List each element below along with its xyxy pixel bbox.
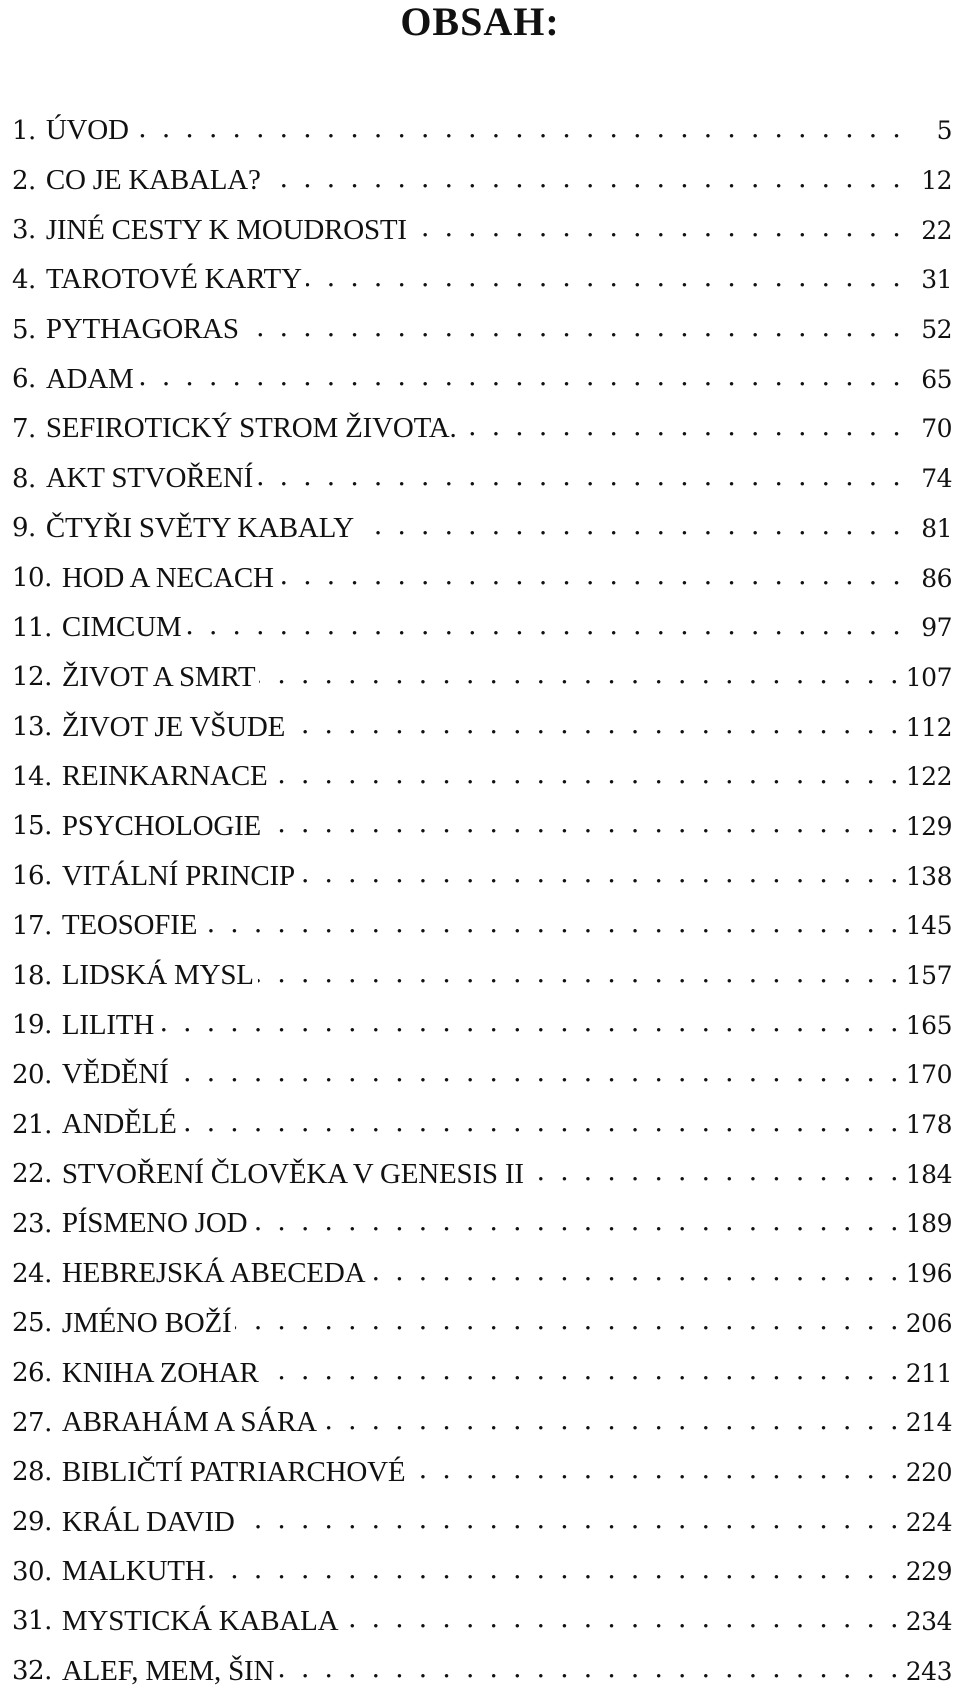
toc-dot-leader <box>158 1010 902 1040</box>
toc-entry-title: LILITH <box>62 1009 158 1042</box>
toc-entry-page: 224 <box>902 1508 952 1537</box>
toc-entry-title: HOD A NECACH <box>62 562 278 595</box>
toc-entry[interactable] <box>12 653 952 703</box>
toc-entry-title: ANDĚLÉ <box>62 1108 181 1141</box>
toc-entry-title: MALKUTH <box>62 1555 210 1588</box>
toc-entry[interactable] <box>12 1597 952 1647</box>
toc-entry-title: LIDSKÁ MYSL <box>62 959 258 992</box>
toc-entry-number: 31. <box>12 1606 52 1637</box>
toc-dot-leader <box>235 1308 901 1338</box>
toc-entry[interactable] <box>12 504 952 554</box>
toc-entry-page: 243 <box>902 1657 952 1686</box>
toc-entry-page: 74 <box>904 464 952 493</box>
toc-entry-number: 17. <box>12 910 52 941</box>
toc-entry[interactable] <box>12 106 952 156</box>
toc-entry[interactable] <box>12 603 952 653</box>
toc-entry-number: 16. <box>12 861 52 892</box>
toc-entry-number: 20. <box>12 1059 52 1090</box>
toc-entry[interactable] <box>12 1249 952 1299</box>
toc-entry[interactable] <box>12 1199 952 1249</box>
toc-entry-title: SEFIROTICKÝ STROM ŽIVOTA. <box>46 412 461 445</box>
toc-dot-leader <box>186 613 904 643</box>
toc-entry-title: STVOŘENÍ ČLOVĚKA V GENESIS II <box>62 1158 528 1191</box>
toc-entry-page: 70 <box>904 414 952 443</box>
toc-entry-page: 65 <box>904 365 952 394</box>
toc-entry[interactable] <box>12 255 952 305</box>
toc-dot-leader <box>461 414 904 444</box>
toc-entry-title: REINKARNACE <box>62 760 272 793</box>
toc-entry-page: 52 <box>904 315 952 344</box>
toc-entry-title: KNIHA ZOHAR <box>62 1357 263 1390</box>
toc-entry-number: 6. <box>12 364 36 395</box>
toc-dot-leader <box>257 464 904 494</box>
toc-entry-number: 24. <box>12 1258 52 1289</box>
toc-entry-title: ADAM <box>46 363 138 396</box>
toc-dot-leader <box>289 712 902 742</box>
toc-entry[interactable] <box>12 1497 952 1547</box>
toc-entry-number: 13. <box>12 712 52 743</box>
toc-entry-title: KRÁL DAVID <box>62 1506 239 1539</box>
toc-entry-number: 2. <box>12 165 36 196</box>
toc-entry[interactable] <box>12 1000 952 1050</box>
toc-entry[interactable] <box>12 1646 952 1696</box>
toc-entry[interactable] <box>12 404 952 454</box>
toc-entry-page: 107 <box>902 663 952 692</box>
toc-entry[interactable] <box>12 702 952 752</box>
toc-entry[interactable] <box>12 1448 952 1498</box>
toc-entry-title: PÍSMENO JOD <box>62 1207 252 1240</box>
toc-entry[interactable] <box>12 1299 952 1349</box>
toc-entry-number: 30. <box>12 1556 52 1587</box>
toc-entry-page: 178 <box>902 1110 952 1139</box>
toc-dot-leader <box>239 1507 902 1537</box>
toc-entry[interactable] <box>12 752 952 802</box>
toc-entry-page: 214 <box>902 1408 952 1437</box>
toc-entry-page: 184 <box>902 1160 952 1189</box>
toc-entry-page: 81 <box>904 514 952 543</box>
toc-dot-leader <box>272 762 902 792</box>
toc-entry-title: PYTHAGORAS <box>46 313 243 346</box>
toc-dot-leader <box>278 1656 902 1686</box>
toc-entry-number: 21. <box>12 1109 52 1140</box>
toc-entry-title: TAROTOVÉ KARTY <box>46 263 306 296</box>
toc-entry-title: JINÉ CESTY K MOUDROSTI <box>46 214 411 247</box>
toc-dot-leader <box>201 911 902 941</box>
toc-entry-page: 112 <box>902 713 952 742</box>
toc-entry[interactable] <box>12 1100 952 1150</box>
toc-entry-page: 170 <box>902 1060 952 1089</box>
toc-dot-leader <box>243 315 904 345</box>
toc-entry-number: 1. <box>12 115 36 146</box>
toc-dot-leader <box>528 1159 902 1189</box>
toc-dot-leader <box>342 1606 901 1636</box>
toc-entry-page: 122 <box>902 762 952 791</box>
toc-dot-leader <box>259 662 901 692</box>
toc-dot-leader <box>265 166 904 196</box>
toc-dot-leader <box>299 861 902 891</box>
toc-entry-page: 129 <box>902 812 952 841</box>
toc-dot-leader <box>263 1358 902 1388</box>
toc-entry-number: 15. <box>12 811 52 842</box>
toc-entry-number: 18. <box>12 960 52 991</box>
toc-dot-leader <box>411 215 904 245</box>
toc-entry-page: 234 <box>902 1607 952 1636</box>
toc-entry[interactable] <box>12 553 952 603</box>
toc-entry-title: JMÉNO BOŽÍ <box>62 1307 236 1340</box>
toc-entry-title: HEBREJSKÁ ABECEDA <box>62 1257 370 1290</box>
toc-dot-leader <box>138 364 904 394</box>
toc-dot-leader <box>409 1457 901 1487</box>
toc-entry-title: ČTYŘI SVĚTY KABALY <box>46 512 358 545</box>
toc-entry[interactable] <box>12 1398 952 1448</box>
page-title: OBSAH: <box>400 0 560 44</box>
toc-entry[interactable] <box>12 1348 952 1398</box>
toc-entry-page: 86 <box>904 564 952 593</box>
toc-entry-number: 4. <box>12 264 36 295</box>
toc-entry-number: 11. <box>12 612 52 643</box>
toc-entry-title: BIBLIČTÍ PATRIARCHOVÉ <box>62 1456 410 1489</box>
toc-entry-page: 97 <box>904 613 952 642</box>
toc-entry[interactable] <box>12 802 952 852</box>
toc-entry[interactable] <box>12 205 952 255</box>
table-of-contents <box>12 106 952 1696</box>
toc-entry-title: ŽIVOT A SMRT <box>62 661 260 694</box>
toc-entry-number: 7. <box>12 413 36 444</box>
toc-entry-page: 220 <box>902 1458 952 1487</box>
toc-entry-page: 12 <box>904 166 952 195</box>
toc-entry-number: 28. <box>12 1457 52 1488</box>
toc-entry-page: 138 <box>902 862 952 891</box>
toc-entry-title: ABRAHÁM A SÁRA <box>62 1406 321 1439</box>
toc-entry[interactable] <box>12 901 952 951</box>
toc-entry-title: ALEF, MEM, ŠIN <box>62 1655 278 1688</box>
toc-entry-title: ŽIVOT JE VŠUDE <box>62 711 289 744</box>
toc-entry[interactable] <box>12 1050 952 1100</box>
toc-entry-number: 5. <box>12 314 36 345</box>
toc-entry-page: 22 <box>904 216 952 245</box>
toc-entry-page: 189 <box>902 1209 952 1238</box>
toc-entry-title: VĚDĚNÍ <box>62 1058 173 1091</box>
toc-entry-number: 26. <box>12 1358 52 1389</box>
toc-entry[interactable] <box>12 951 952 1001</box>
toc-dot-leader <box>278 563 904 593</box>
toc-entry-number: 14. <box>12 761 52 792</box>
toc-entry[interactable] <box>12 156 952 206</box>
toc-entry[interactable] <box>12 454 952 504</box>
toc-dot-leader <box>306 265 904 295</box>
toc-entry-number: 19. <box>12 1010 52 1041</box>
toc-entry-title: AKT STVOŘENÍ <box>46 462 257 495</box>
toc-entry-number: 29. <box>12 1507 52 1538</box>
toc-dot-leader <box>181 1110 902 1140</box>
toc-dot-leader <box>358 513 904 543</box>
toc-dot-leader <box>265 811 902 841</box>
toc-entry-number: 23. <box>12 1208 52 1239</box>
toc-dot-leader <box>209 1557 901 1587</box>
toc-entry-page: 206 <box>902 1309 952 1338</box>
toc-entry-number: 32. <box>12 1656 52 1687</box>
toc-entry-title: PSYCHOLOGIE <box>62 810 265 843</box>
toc-entry-page: 31 <box>904 265 952 294</box>
toc-entry-title: ÚVOD <box>46 114 133 147</box>
toc-entry-page: 157 <box>902 961 952 990</box>
toc-entry-number: 25. <box>12 1308 52 1339</box>
toc-dot-leader <box>258 961 902 991</box>
toc-entry-number: 9. <box>12 513 36 544</box>
toc-entry-number: 12. <box>12 662 52 693</box>
toc-entry-page: 229 <box>902 1557 952 1586</box>
toc-entry-title: CO JE KABALA? <box>46 164 265 197</box>
toc-entry[interactable] <box>12 1149 952 1199</box>
toc-entry-number: 3. <box>12 215 36 246</box>
toc-dot-leader <box>369 1259 901 1289</box>
toc-entry-page: 211 <box>902 1359 952 1388</box>
toc-entry-title: TEOSOFIE <box>62 909 201 942</box>
toc-entry[interactable] <box>12 354 952 404</box>
toc-dot-leader <box>321 1408 902 1438</box>
toc-entry-page: 145 <box>902 911 952 940</box>
toc-entry-number: 10. <box>12 563 52 594</box>
toc-dot-leader <box>173 1060 902 1090</box>
toc-dot-leader <box>251 1209 901 1239</box>
toc-entry-number: 27. <box>12 1407 52 1438</box>
toc-entry-title: VITÁLNÍ PRINCIP <box>62 860 299 893</box>
toc-entry-number: 22. <box>12 1159 52 1190</box>
toc-entry-page: 165 <box>902 1011 952 1040</box>
toc-entry[interactable] <box>12 851 952 901</box>
toc-entry-page: 5 <box>904 116 952 145</box>
toc-entry[interactable] <box>12 1547 952 1597</box>
toc-entry-number: 8. <box>12 463 36 494</box>
toc-entry-title: CIMCUM <box>62 611 186 644</box>
toc-entry[interactable] <box>12 305 952 355</box>
toc-entry-title: MYSTICKÁ KABALA <box>62 1605 343 1638</box>
toc-entry-page: 196 <box>902 1259 952 1288</box>
toc-dot-leader <box>133 116 904 146</box>
